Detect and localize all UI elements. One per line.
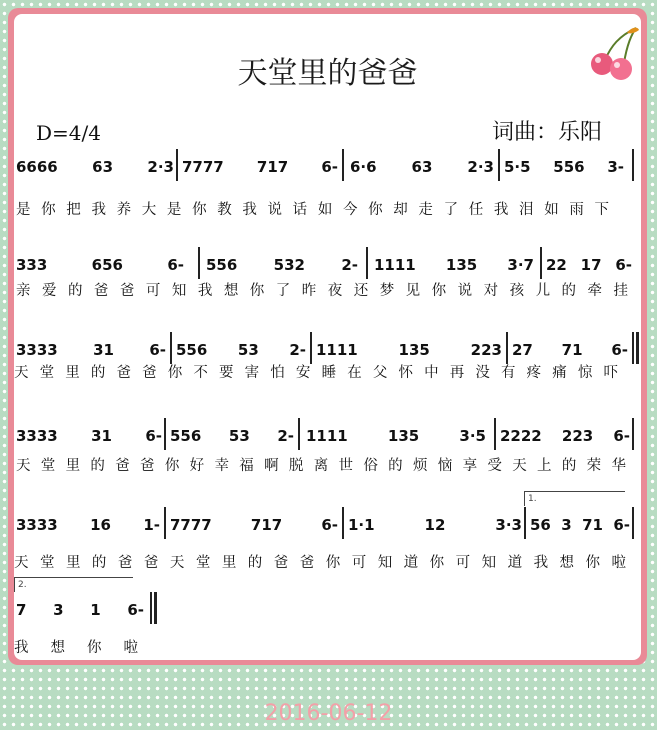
barline [342, 149, 344, 181]
song-title: 天堂里的爸爸 [237, 56, 418, 91]
end-barline [150, 592, 152, 624]
barline [164, 418, 166, 450]
measure: 556 53 2- [176, 341, 306, 359]
measure: 1111 135 3·7 [374, 256, 534, 274]
measure: 1111 135 223 [316, 341, 502, 359]
measure: 22 17 6- [546, 256, 632, 274]
barline [494, 418, 496, 450]
barline [498, 149, 500, 181]
barline [164, 507, 166, 539]
notation-row [14, 418, 641, 454]
lyricist-composer: 词曲：乐阳 [492, 120, 603, 145]
barline [198, 247, 200, 279]
first-ending-bracket: 1. [524, 491, 625, 506]
notation-row [14, 592, 641, 628]
measure: 56 3 71 6- [530, 516, 630, 534]
lyrics-row [14, 551, 641, 573]
sheet-paper [14, 14, 641, 660]
barline [524, 507, 526, 539]
lyrics-row [14, 279, 641, 301]
barline [506, 332, 508, 364]
notation-row [14, 149, 641, 185]
date-stamp: 2016-06-12 [264, 701, 393, 726]
end-barline [154, 592, 157, 624]
barline [298, 418, 300, 450]
lyrics-text: 亲爱的爸爸可知我想你了昨夜还梦见你说对孩儿的牵挂 [16, 283, 628, 299]
measure: 7777 717 6- [170, 516, 338, 534]
barline [366, 247, 368, 279]
barline [170, 332, 172, 364]
barline [540, 247, 542, 279]
notation-row [14, 507, 641, 543]
lyrics-text: 天堂里的爸爸你不要害怕安睡在父怀中再没有疼痛惊吓 [14, 365, 618, 381]
lyrics-row [14, 361, 641, 383]
lyrics-text: 天堂里的爸爸天堂里的爸爸你可知道你可知道我想你啦 [14, 555, 626, 571]
lyrics-text: 是你把我养大是你教我说话如今你却走了任我泪如雨下 [16, 202, 609, 218]
end-barline [632, 332, 634, 364]
key-signature: D=4/4 [36, 121, 101, 145]
measure: 6666 63 2·3 [16, 158, 174, 176]
measure: 3333 16 1- [16, 516, 160, 534]
measure: 2222 223 6- [500, 427, 630, 445]
measure: 1111 135 3·5 [306, 427, 486, 445]
barline [632, 149, 634, 181]
lyrics-row [14, 454, 641, 476]
measure: 333 656 6- [16, 256, 184, 274]
lyrics-text: 我想你啦 [14, 640, 138, 656]
end-barline [632, 507, 634, 539]
notation-row [14, 247, 641, 283]
measure: 3333 31 6- [16, 427, 162, 445]
lyrics-row [14, 636, 641, 658]
measure: 7 3 1 6- [16, 601, 144, 619]
measure: 6·6 63 2·3 [350, 158, 494, 176]
measure: 556 53 2- [170, 427, 294, 445]
lyrics-row [14, 198, 641, 220]
measure: 5·5 556 3- [504, 158, 624, 176]
measure: 7777 717 6- [182, 158, 338, 176]
measure: 556 532 2- [206, 256, 358, 274]
barline [310, 332, 312, 364]
measure: 3333 31 6- [16, 341, 166, 359]
end-barline [632, 418, 634, 450]
barline [176, 149, 178, 181]
barline [342, 507, 344, 539]
lyrics-text: 天堂里的爸爸你好幸福啊脱离世俗的烦恼享受天上的荣华 [16, 458, 626, 474]
second-ending-bracket: 2. [14, 577, 133, 592]
sheet-border [8, 8, 647, 665]
cherry-icon [589, 24, 639, 80]
measure: 27 71 6- [512, 341, 628, 359]
end-barline [636, 332, 639, 364]
measure: 1·1 12 3·3 [348, 516, 522, 534]
